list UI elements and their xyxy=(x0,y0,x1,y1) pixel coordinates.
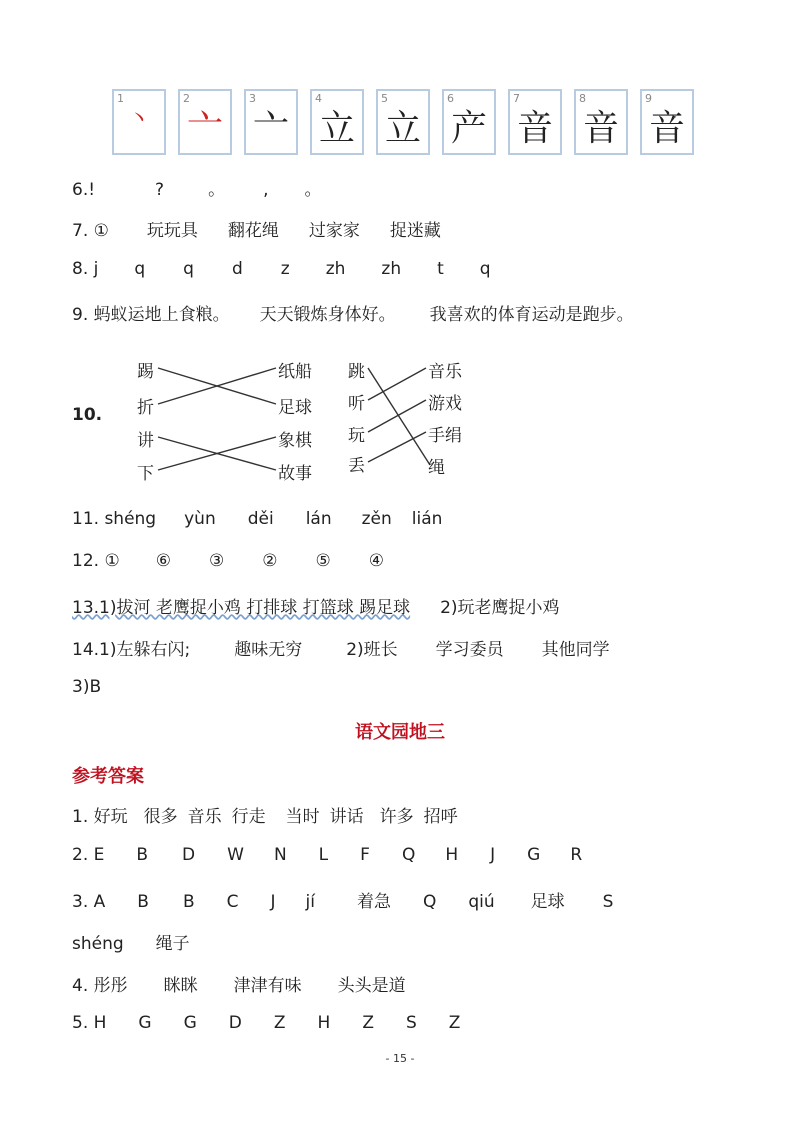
stroke-glyph: 音 xyxy=(648,108,685,149)
answer-line-a4: 4. 彤彤 眯眯 津津有味 头头是道 xyxy=(72,976,406,996)
stroke-glyph: 立 xyxy=(318,108,355,149)
answer-line-9: 9. 蚂蚁运地上食粮。 天天锻炼身体好。 我喜欢的体育运动是跑步。 xyxy=(72,305,634,325)
match-verb: 踢 xyxy=(137,362,154,382)
match-noun: 游戏 xyxy=(428,394,462,414)
match-noun: 象棋 xyxy=(278,431,312,451)
answer-line-11: 11. shéng yùn děi lán zěn lián xyxy=(72,509,443,529)
answer-line-a2: 2. E B D W N L F Q H J G R xyxy=(72,845,583,865)
section-title: 语文园地三 xyxy=(355,722,445,743)
stroke-box-5: 5 立 xyxy=(376,89,430,155)
stroke-glyph: 音 xyxy=(582,108,619,149)
stroke-box-9: 9 音 xyxy=(640,89,694,155)
stroke-box-8: 8 音 xyxy=(574,89,628,155)
answer-line-a5: 5. H G G D Z H Z S Z xyxy=(72,1013,461,1033)
answer-label-10: 10. xyxy=(72,405,103,425)
match-verb: 听 xyxy=(348,394,365,414)
match-line xyxy=(368,368,426,400)
stroke-box-6: 6 产 xyxy=(442,89,496,155)
stroke-box-1: 1 丶 xyxy=(112,89,166,155)
answer-line-13: 13.1)拔河 老鹰捉小鸡 打排球 打篮球 踢足球 2)玩老鹰捉小鸡 xyxy=(72,598,560,618)
answer-line-a3: 3. A B B C J jí 着急 Q qiú 足球 S xyxy=(72,892,614,912)
match-verb: 下 xyxy=(137,464,154,484)
section-subtitle: 参考答案 xyxy=(72,766,144,787)
match-verb: 丢 xyxy=(348,456,365,476)
match-noun: 故事 xyxy=(278,464,312,484)
stroke-glyph: 亠 xyxy=(186,108,223,149)
match-verb: 跳 xyxy=(348,362,365,382)
stroke-box-4: 4 立 xyxy=(310,89,364,155)
answer-line-a1: 1. 好玩 很多 音乐 行走 当时 讲话 许多 招呼 xyxy=(72,807,458,827)
match-noun: 足球 xyxy=(278,398,312,418)
answer-line-14b: 3)B xyxy=(72,677,102,697)
answer-line-7: 7. ① 玩玩具 翻花绳 过家家 捉迷藏 xyxy=(72,221,441,241)
stroke-box-2: 2 亠 xyxy=(178,89,232,155)
answer-line-8: 8. j q q d z zh zh t q xyxy=(72,259,491,279)
stroke-glyph: 音 xyxy=(516,108,553,149)
answer-line-a3b: shéng 绳子 xyxy=(72,934,190,954)
match-noun: 手绢 xyxy=(428,426,462,446)
match-line xyxy=(368,432,426,462)
page-number: - 15 - xyxy=(385,1052,415,1065)
stroke-box-3: 3 亠 xyxy=(244,89,298,155)
match-verb: 玩 xyxy=(348,426,365,446)
match-verb: 折 xyxy=(137,398,154,418)
stroke-glyph: 亠 xyxy=(252,108,289,149)
stroke-glyph: 丶 xyxy=(127,107,150,132)
match-noun: 音乐 xyxy=(428,362,462,382)
answer-line-12: 12. ① ⑥ ③ ② ⑤ ④ xyxy=(72,551,384,571)
stroke-glyph: 产 xyxy=(450,108,487,149)
answer-line-14: 14.1)左躲右闪; 趣味无穷 2)班长 学习委员 其他同学 xyxy=(72,640,610,660)
stroke-box-7: 7 音 xyxy=(508,89,562,155)
match-noun: 绳 xyxy=(428,458,445,478)
stroke-glyph: 立 xyxy=(384,108,421,149)
match-verb: 讲 xyxy=(137,431,154,451)
matching-lines xyxy=(0,0,800,500)
match-noun: 纸船 xyxy=(278,362,312,382)
answer-line-6: 6.! ? 。 , 。 xyxy=(72,180,322,200)
match-line xyxy=(368,400,426,432)
